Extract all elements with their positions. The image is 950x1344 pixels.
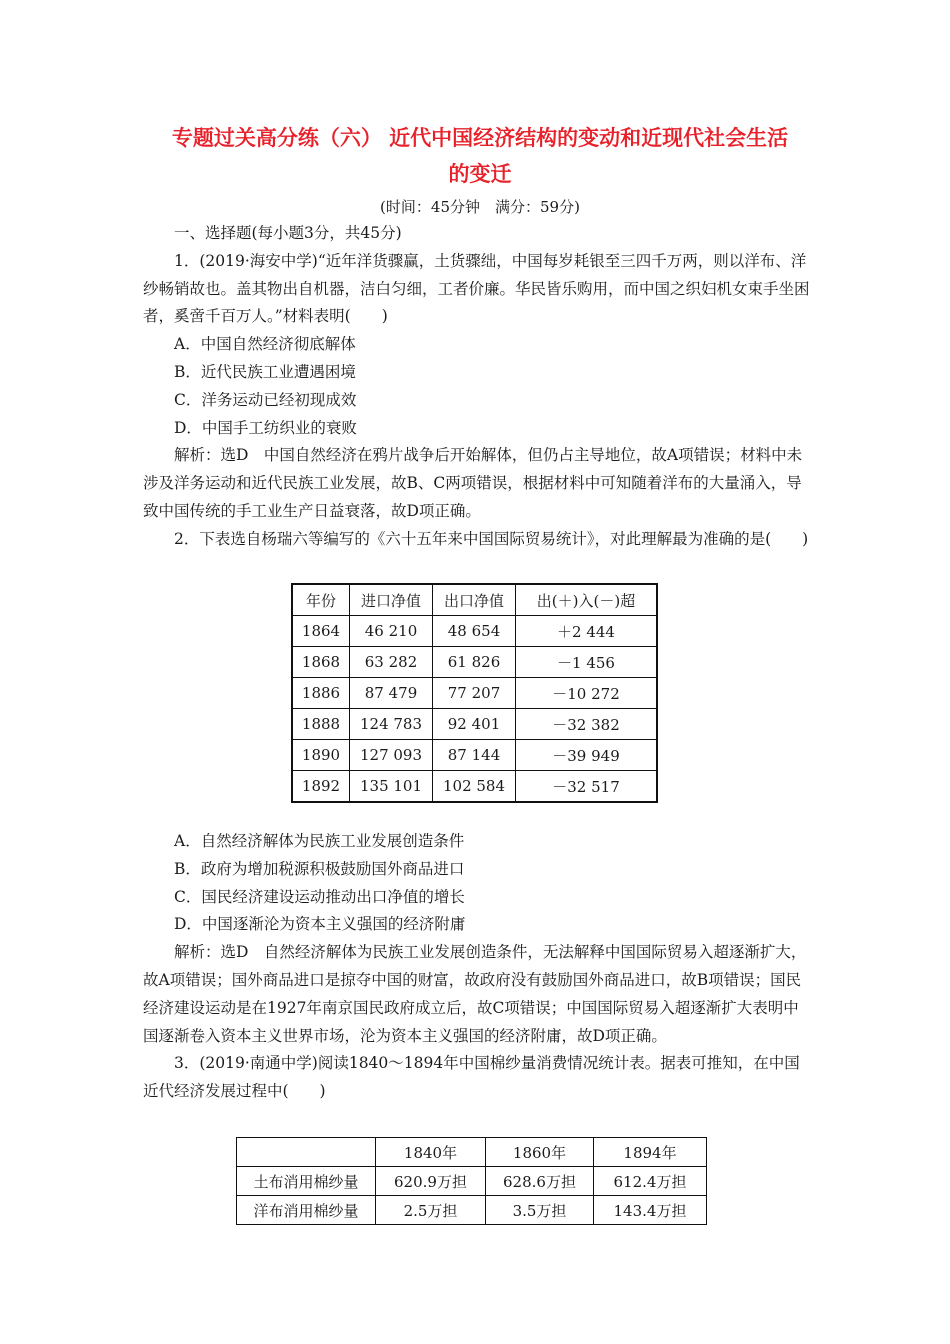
table-cell: －39 949 — [516, 740, 658, 771]
doc-title-line1: 专题过关高分练（六） 近代中国经济结构的变动和近现代社会生活 — [171, 126, 789, 150]
table-cell: 1888 — [292, 709, 350, 740]
table-cell: －32 382 — [516, 709, 658, 740]
table-header-cell: 进口净值 — [350, 584, 433, 616]
table-cell: 87 479 — [350, 678, 433, 709]
table-cell: 1868 — [292, 647, 350, 678]
table-cell: 124 783 — [350, 709, 433, 740]
section-heading: 一、选择题(每小题3分，共45分) — [174, 224, 402, 242]
table-header-cell: 1840年 — [376, 1138, 486, 1167]
table-row — [292, 771, 657, 803]
table-header-cell: 出口净值 — [433, 584, 516, 616]
question-2-block — [143, 828, 811, 1106]
q1-option-b: B．近代民族工业遭遇困境 — [174, 362, 356, 381]
table-cell: 46 210 — [350, 616, 433, 647]
table-header-row — [292, 584, 657, 616]
table-cell: －1 456 — [516, 647, 658, 678]
table-cell: 143.4万担 — [594, 1196, 707, 1225]
table-row — [237, 1167, 707, 1196]
table-cell: 1886 — [292, 678, 350, 709]
table-cell: －10 272 — [516, 678, 658, 709]
q1-option-d: D．中国手工纺织业的衰败 — [174, 418, 357, 437]
table-cell: 92 401 — [433, 709, 516, 740]
table-header-cell: 1860年 — [486, 1138, 594, 1167]
table-header-cell: 年份 — [292, 584, 350, 616]
table-cell: 135 101 — [350, 771, 433, 803]
q2-option-a: A．自然经济解体为民族工业发展创造条件 — [174, 832, 465, 850]
table-cell: 1892 — [292, 771, 350, 803]
table-cell: 620.9万担 — [376, 1167, 486, 1196]
table-cell: 61 826 — [433, 647, 516, 678]
table-row — [292, 616, 657, 647]
doc-meta: (时间：45分钟 满分：59分) — [380, 198, 580, 216]
table-header-cell: 出(＋)入(－)超 — [516, 584, 658, 616]
table-cell: 63 282 — [350, 647, 433, 678]
table-cell: 628.6万担 — [486, 1167, 594, 1196]
q1-option-c: C．洋务运动已经初现成效 — [174, 390, 357, 409]
question-1-stem: 1．(2019·海安中学)“近年洋货骤赢，土货骤绌，中国每岁耗银至三四千万两，则以洋布、洋纱畅销故也。盖其物出自机器，洁白匀细，工者价廉。华民皆乐购用，而中国之织妇机女束手坐困者，奚啻千百万人。”材料表明( ) — [143, 251, 810, 326]
table-header-cell — [237, 1138, 376, 1167]
cotton-yarn-table — [236, 1137, 707, 1225]
table-cell: 612.4万担 — [594, 1167, 707, 1196]
table-row — [292, 740, 657, 771]
table-header-cell: 1894年 — [594, 1138, 707, 1167]
trade-statistics-table — [291, 583, 658, 803]
question-3-stem: 3．(2019·南通中学)阅读1840～1894年中国棉纱量消费情况统计表。据表可推知，在中国近代经济发展过程中( ) — [143, 1054, 800, 1101]
q2-option-d: D．中国逐渐沦为资本主义强国的经济附庸 — [174, 915, 466, 934]
table-cell: 87 144 — [433, 740, 516, 771]
table-cell: 1864 — [292, 616, 350, 647]
table-cell: 2.5万担 — [376, 1196, 486, 1225]
table-cell: 1890 — [292, 740, 350, 771]
table-cell: 洋布消用棉纱量 — [237, 1196, 376, 1225]
table-cell: 102 584 — [433, 771, 516, 803]
q1-option-a: A．中国自然经济彻底解体 — [174, 335, 356, 354]
q1-analysis: 解析：选D 中国自然经济在鸦片战争后开始解体，但仍占主导地位，故A项错误；材料中未涉及洋务运动和近代民族工业发展，故B、C两项错误，根据材料中可知随着洋布的大量涌入，导致中国传统的手工业生产日益衰落，故D项正确。 — [143, 446, 803, 520]
table-row — [292, 709, 657, 740]
q2-option-b: B．政府为增加税源积极鼓励国外商品进口 — [174, 859, 465, 878]
table-row — [292, 647, 657, 678]
table-cell: 土布消用棉纱量 — [237, 1167, 376, 1196]
q2-analysis: 解析：选D 自然经济解体为民族工业发展创造条件，无法解释中国国际贸易入超逐渐扩大，故A项错误；国外商品进口是掠夺中国的财富，故政府没有鼓励国外商品进口，故B项错误；国民经济建设运动是在1927年南京国民政府成立后，故C项错误；中国国际贸易入超逐渐扩大表明中国逐渐卷入资本主义世界市场，沦为资本主义强国的经济附庸，故D项正确。 — [143, 943, 807, 1045]
doc-title-line2: 的变迁 — [448, 162, 512, 186]
table-cell: 3.5万担 — [486, 1196, 594, 1225]
table-row — [237, 1196, 707, 1225]
q2-option-c: C．国民经济建设运动推动出口净值的增长 — [174, 887, 465, 906]
table-row — [292, 678, 657, 709]
table-header-row — [237, 1138, 707, 1167]
question-1-block — [143, 220, 811, 554]
table-cell: 77 207 — [433, 678, 516, 709]
table-cell: 127 093 — [350, 740, 433, 771]
question-2-stem: 2．下表选自杨瑞六等编写的《六十五年来中国国际贸易统计》，对此理解最为准确的是( ) — [174, 529, 809, 548]
table-cell: ＋2 444 — [516, 616, 658, 647]
table-cell: －32 517 — [516, 771, 658, 803]
table-cell: 48 654 — [433, 616, 516, 647]
